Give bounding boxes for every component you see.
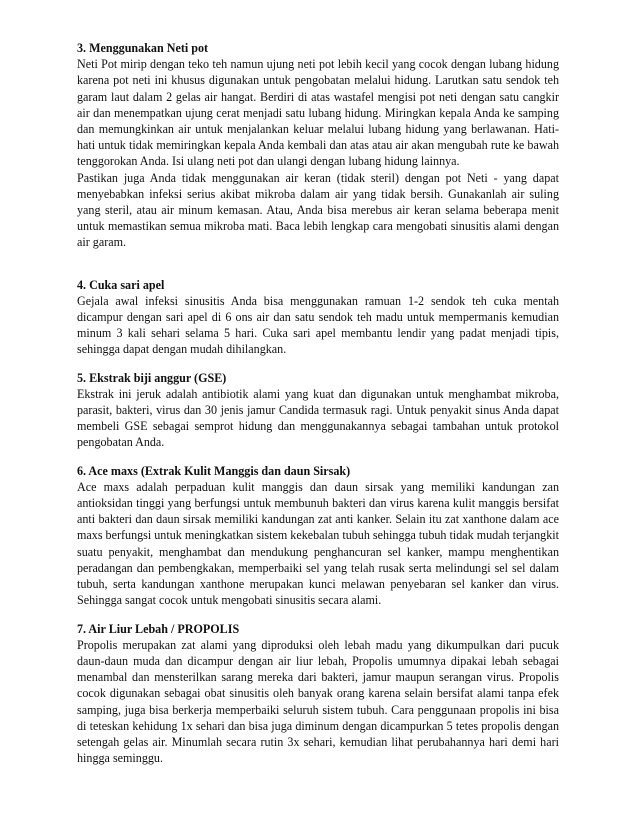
section-spacer [77,358,559,370]
section-heading: 4. Cuka sari apel [77,277,165,292]
section-spacer [77,451,559,463]
section-heading: 7. Air Liur Lebah / PROPOLIS [77,621,240,636]
section-heading: 5. Ekstrak biji anggur (GSE) [77,370,227,385]
section-paragraph: Propolis merupakan zat alami yang diproduksi oleh lebah madu yang dikumpulkan dari pucuk daun-daun muda dan dicampur dengan air liur lebah, Propolis umumnya dipakai lebah sebagai menambal dan mensterilkan sarang mereka dari bakteri, jamur maupun serangan virus. Propolis cocok digunakan sebagai obat sinusitis oleh banyak orang karena selain bersifat alami tanpa efek samping, juga bisa berkerja memperbaiki seluruh sistem tubuh. Cara penggunaan propolis ini bisa di teteskan kehidung 1x sehari dan bisa juga diminum dengan dicampurkan 5 tetes propolis dengan setengah gelas air. Minumlah secara rutin 3x sehari, kemudian lihat perubahannya hari demi hari hingga seminggu. [77,637,559,766]
section-paragraph: Pastikan juga Anda tidak menggunakan air keran (tidak steril) dengan pot Neti - yang dapat menyebabkan infeksi serius akibat mikroba dalam air yang tidak bersih. Gunakanlah air suling yang steril, atau air minum kemasan. Atau, Anda bisa merebus air keran selama beberapa menit untuk memastikan semua mikroba mati. Baca lebih lengkap cara mengobati sinusitis alami dengan air garam. [77,170,559,250]
section-paragraph: Gejala awal infeksi sinusitis Anda bisa menggunakan ramuan 1-2 sendok teh cuka mentah dicampur dengan sari apel di 6 ons air dan satu sendok teh madu untuk mempermanis kemudian minum 3 kali sehari selama 5 hari. Cuka sari apel membantu lendir yang padat menjadi tipis, sehingga dapat dengan mudah dihilangkan. [77,293,559,357]
section-spacer [77,251,559,277]
section-cuka-sari-apel [77,277,559,358]
section-neti-pot [77,40,559,251]
section-propolis [77,621,559,767]
section-paragraph: Ace maxs adalah perpaduan kulit manggis dan daun sirsak yang memiliki kandungan zan antioksidan tinggi yang berfungsi untuk membunuh bakteri dan virus karena kulit manggis bersifat anti bakteri dan daun sirsak memiliki kandungan zat anti kanker. Selain itu zat xanthone dalam ace maxs berfungsi untuk meningkatkan sistem kekebalan tubuh sehingga tubuh tidak mudah terjangkit suatu penyakit, menghambat dan mendukung penghancuran sel kanker, mampu menghentikan peradangan dan pembengkakan, memperbaiki sel yang telah rusak serta melindungi sel sel dalam tubuh, serta kandungan xanthone merupakan kunci melawan penyebaran sel kanker dan virus. Sehingga sangat cocok untuk mengobati sinusitis secara alami. [77,479,559,608]
section-ace-maxs [77,463,559,609]
section-paragraph: Ekstrak ini jeruk adalah antibiotik alami yang kuat dan digunakan untuk menghambat mikroba, parasit, bakteri, virus dan 30 jenis jamur Candida termasuk ragi. Untuk penyakit sinus Anda dapat membeli GSE sebagai semprot hidung dan menggunakannya sebagai tambahan untuk protokol pengobatan Anda. [77,386,559,450]
section-ekstrak-biji-anggur [77,370,559,451]
document-page [77,40,559,766]
section-heading: 6. Ace maxs (Extrak Kulit Manggis dan daun Sirsak) [77,463,351,478]
section-paragraph: Neti Pot mirip dengan teko teh namun ujung neti pot lebih kecil yang cocok dengan lubang hidung karena pot neti ini khusus digunakan untuk pengobatan melalui hidung. Larutkan satu sendok teh garam laut dalam 2 gelas air hangat. Berdiri di atas wastafel mengisi pot neti dengan satu cangkir air dan menempatkan ujung cerat menjadi satu lubang hidung. Miringkan kepala Anda ke samping dan memungkinkan air untuk menjalankan keluar melalui lubang hidung yang berlawanan. Hati-hati untuk tidak memiringkan kepala Anda kembali dan atas atau air akan mengubah rute ke bawah tenggorokan Anda. Isi ulang neti pot dan ulangi dengan lubang hidung lainnya. [77,57,559,169]
section-spacer [77,609,559,621]
section-heading: 3. Menggunakan Neti pot [77,41,209,55]
